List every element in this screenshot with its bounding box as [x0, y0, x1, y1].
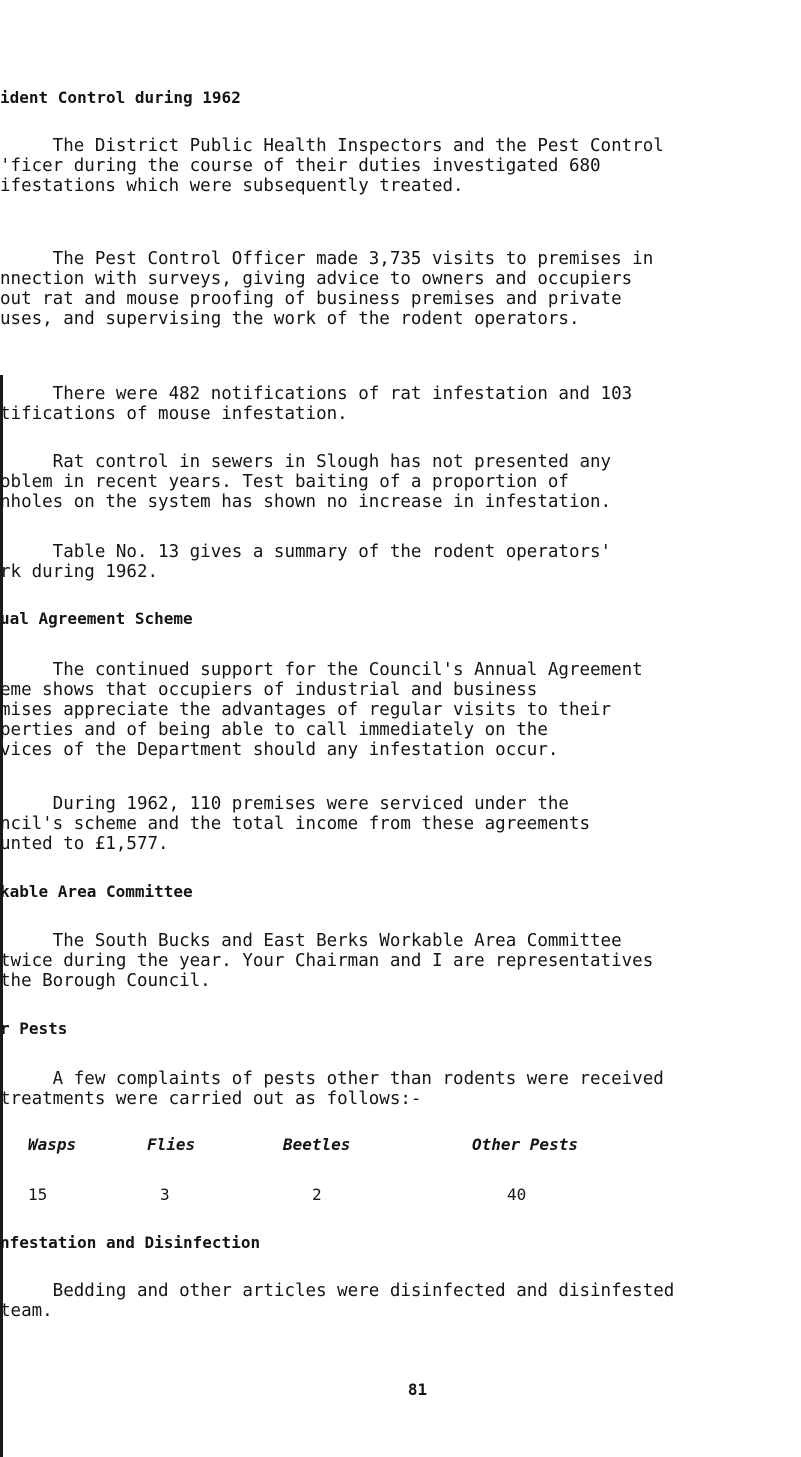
pest-count: 15: [28, 1185, 48, 1204]
paragraph: During 1962, 110 premises were serviced under the ncil's scheme and the total income from these agreements unted to £1,577.: [0, 794, 591, 854]
paragraph: The continued support for the Council's Annual Agreement eme shows that occupiers of industrial and business mises appreciate the advantages of regular visits to their perties and of being able to call immediately on the vices of the Department should any infestation occur.: [0, 660, 643, 760]
paragraph: Rat control in sewers in Slough has not presented any oblem in recent years. Test baiting of a proportion of nholes on the system has shown no increase in infestation.: [0, 452, 612, 512]
pest-name: Other Pests: [472, 1135, 578, 1154]
paragraph: The Pest Control Officer made 3,735 visits to premises in nnection with surveys, giving advice to owners and occupiers out rat and mouse proofing of business premises and private uses, and supervising the work of the rodent operators.: [0, 249, 654, 329]
paragraph: A few complaints of pests other than rodents were received treatments were carried out as follows:-: [0, 1069, 664, 1109]
pests-table-header: [0, 1135, 801, 1157]
heading-workable-area: kable Area Committee: [0, 882, 193, 901]
paragraph: There were 482 notifications of rat infestation and 103 tifications of mouse infestation.: [0, 384, 633, 424]
pest-name: Flies: [147, 1135, 196, 1154]
pest-name: Wasps: [28, 1135, 77, 1154]
heading-rodent-control: ident Control during 1962: [0, 88, 241, 107]
page-number: 81: [407, 1380, 428, 1399]
paragraph: The District Public Health Inspectors and the Pest Control 'ficer during the course of their duties investigated 680 ifestations which were subsequently treated.: [0, 136, 664, 196]
heading-disinfection: nfestation and Disinfection: [0, 1233, 261, 1252]
pest-name: Beetles: [283, 1135, 351, 1154]
pest-count: 2: [312, 1185, 322, 1204]
pest-count: 3: [160, 1185, 170, 1204]
paragraph: Bedding and other articles were disinfected and disinfested team.: [0, 1281, 675, 1321]
pest-count: 40: [507, 1185, 527, 1204]
paragraph: Table No. 13 gives a summary of the rodent operators' rk during 1962.: [0, 542, 612, 582]
paragraph: The South Bucks and East Berks Workable Area Committee twice during the year. Your Chairman and I are representatives the Borough Council.: [0, 931, 654, 991]
heading-annual-agreement: ual Agreement Scheme: [0, 609, 193, 628]
heading-other-pests: r Pests: [0, 1019, 68, 1038]
pests-table-values: [0, 1185, 801, 1207]
